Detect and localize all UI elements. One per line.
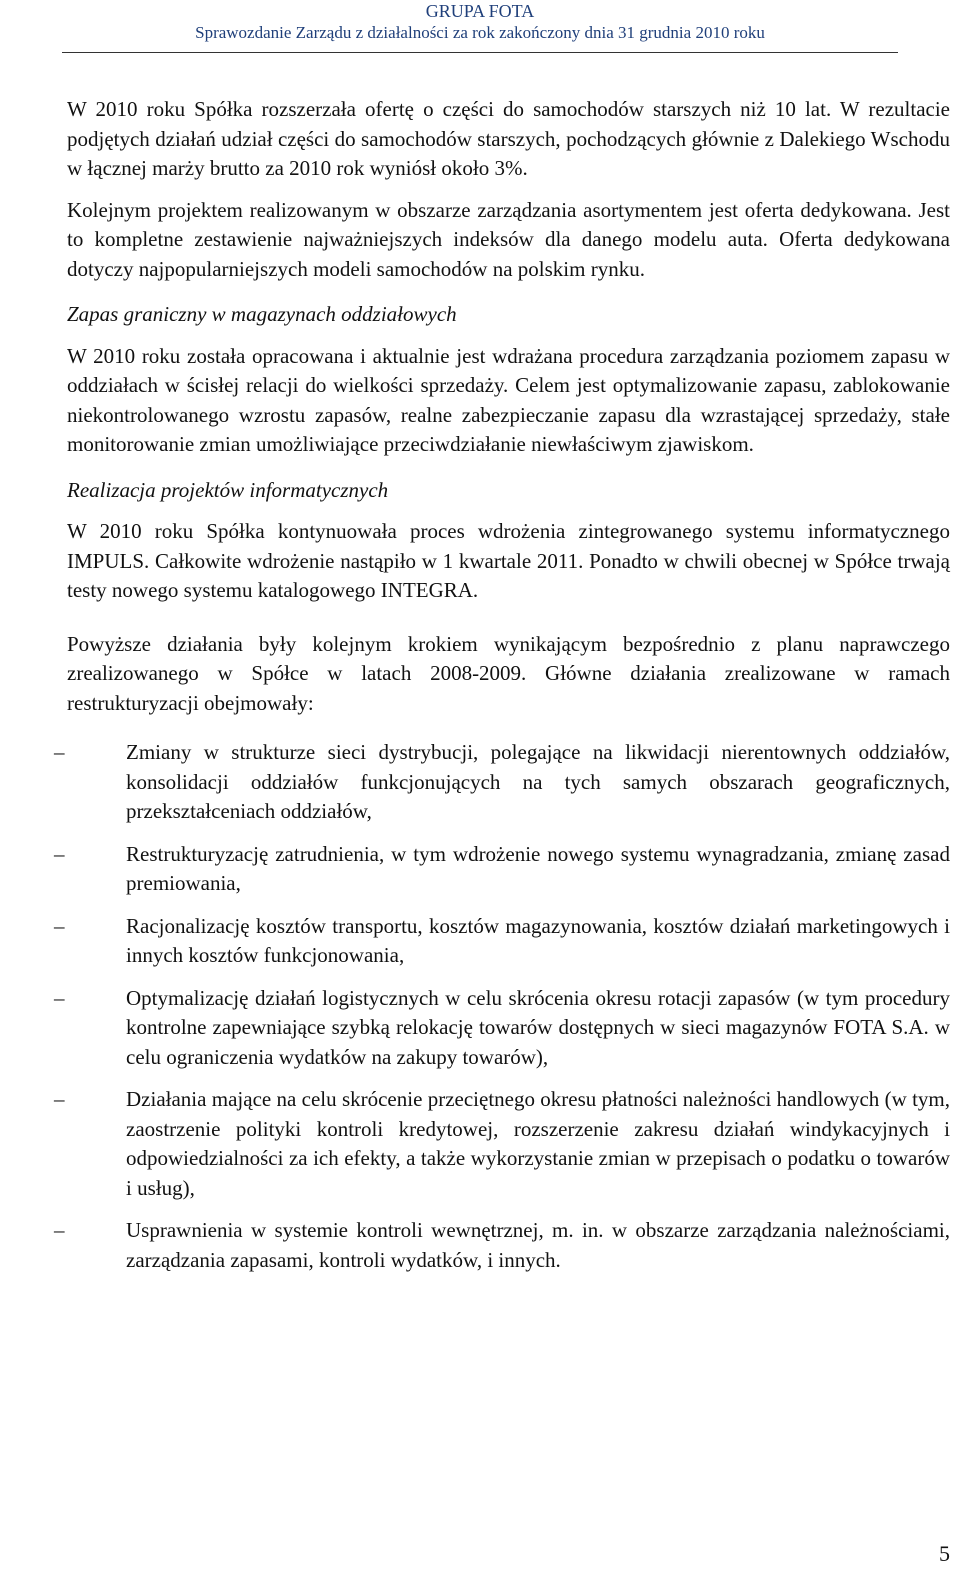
section-title-it-projects: Realizacja projektów informatycznych [67, 477, 389, 502]
list-item [54, 738, 950, 827]
page-number: 5 [939, 1541, 950, 1566]
dash-bullet-icon: – [54, 841, 65, 866]
list-item [54, 1085, 950, 1203]
list-item-text: Racjonalizację kosztów transportu, kosztów magazynowania, kosztów działań marketingowych i innych kosztów funkcjonowania, [126, 913, 950, 967]
paragraph-stock-procedure: W 2010 roku została opracowana i aktualnie jest wdrażana procedura zarządzania poziomem zapasu w oddziałach w ścisłej relacji do wielkości sprzedaży. Celem jest optymalizowanie zapasu, zablokowanie niekontrolowanego wzrostu zapasów, realne zabezpieczanie zapasu dla wzrastającej sprzedaży, stałe monitorowanie zmian umożliwiające przeciwdziałanie niewłaściwym zjawiskom. [67, 343, 950, 456]
restructuring-list [54, 738, 950, 1275]
dash-bullet-icon: – [54, 740, 65, 764]
company-name: GRUPA FOTA [425, 1, 535, 21]
document-body [54, 95, 950, 1288]
paragraph-restructuring-intro: Powyższe działania były kolejnym krokiem wynikającym bezpośrednio z planu naprawczego zrealizowanego w Spółce w latach 2008-2009. Główne działania zrealizowane w ramach restrukturyzacji obejmowały: [67, 631, 950, 715]
report-title: Sprawozdanie Zarządu z działalności za rok zakończony dnia 31 grudnia 2010 roku [195, 23, 765, 42]
dash-bullet-icon: – [54, 1218, 65, 1242]
dash-bullet-icon: – [54, 985, 65, 1010]
list-item-text: Optymalizację działań logistycznych w celu skrócenia okresu rotacji zapasów (w tym procedury kontrolne zapewniające szybką relokację towarów dostępnych w sieci magazynów FOTA S.A. w celu ograniczenia wydatków na zakupy towarów), [126, 985, 950, 1069]
list-item-text: Zmiany w strukturze sieci dystrybucji, polegające na likwidacji nierentownych oddziałów, konsolidacji oddziałów funkcjonujących na tych samych obszarach geograficznych, przekształceniach oddziałów, [126, 740, 950, 823]
paragraph-impuls: W 2010 roku Spółka kontynuowała proces wdrożenia zintegrowanego systemu informatycznego IMPULS. Całkowite wdrożenie nastąpiło w 1 kwartale 2011. Ponadto w chwili obecnej w Spółce trwają testy nowego systemu katalogowego INTEGRA. [67, 519, 950, 602]
dash-bullet-icon: – [54, 1087, 65, 1111]
list-item-text: Restrukturyzację zatrudnienia, w tym wdrożenie nowego systemu wynagradzania, zmianę zasad premiowania, [126, 841, 950, 895]
header-rule [62, 52, 898, 53]
dash-bullet-icon: – [54, 913, 65, 938]
section-title-stock-limit: Zapas graniczny w magazynach oddziałowych [67, 302, 457, 326]
list-item [54, 912, 950, 971]
list-item [54, 1216, 950, 1275]
list-item [54, 984, 950, 1073]
list-item [54, 840, 950, 899]
list-item-text: Działania mające na celu skrócenie przeciętnego okresu płatności należności handlowych (w tym, zaostrzenie polityki kontroli kredytowej, rozszerzenie zakresu działań windykacyjnych i odpowiedzialności za ich efekty, a także wykorzystanie zmian w przepisach o podatku o towarów i usług), [126, 1087, 950, 1200]
paragraph-dedicated-offer: Kolejnym projektem realizowanym w obszarze zarządzania asortymentem jest oferta dedykowana. Jest to kompletne zestawienie najważniejszych indeksów dla danego modelu auta. Oferta dedykowana dotyczy najpopularniejszych modeli samochodów na polskim rynku. [67, 197, 950, 281]
list-item-text: Usprawnienia w systemie kontroli wewnętrznej, m. in. w obszarze zarządzania należnościami, zarządzania zapasami, kontroli wydatków, i innych. [126, 1218, 950, 1272]
paragraph-older-parts: W 2010 roku Spółka rozszerzała ofertę o części do samochodów starszych niż 10 lat. W rezultacie podjętych działań udział części do samochodów starszych, pochodzących głównie z Dalekiego Wschodu w łącznej marży brutto za 2010 rok wyniósł około 3%. [67, 97, 950, 180]
